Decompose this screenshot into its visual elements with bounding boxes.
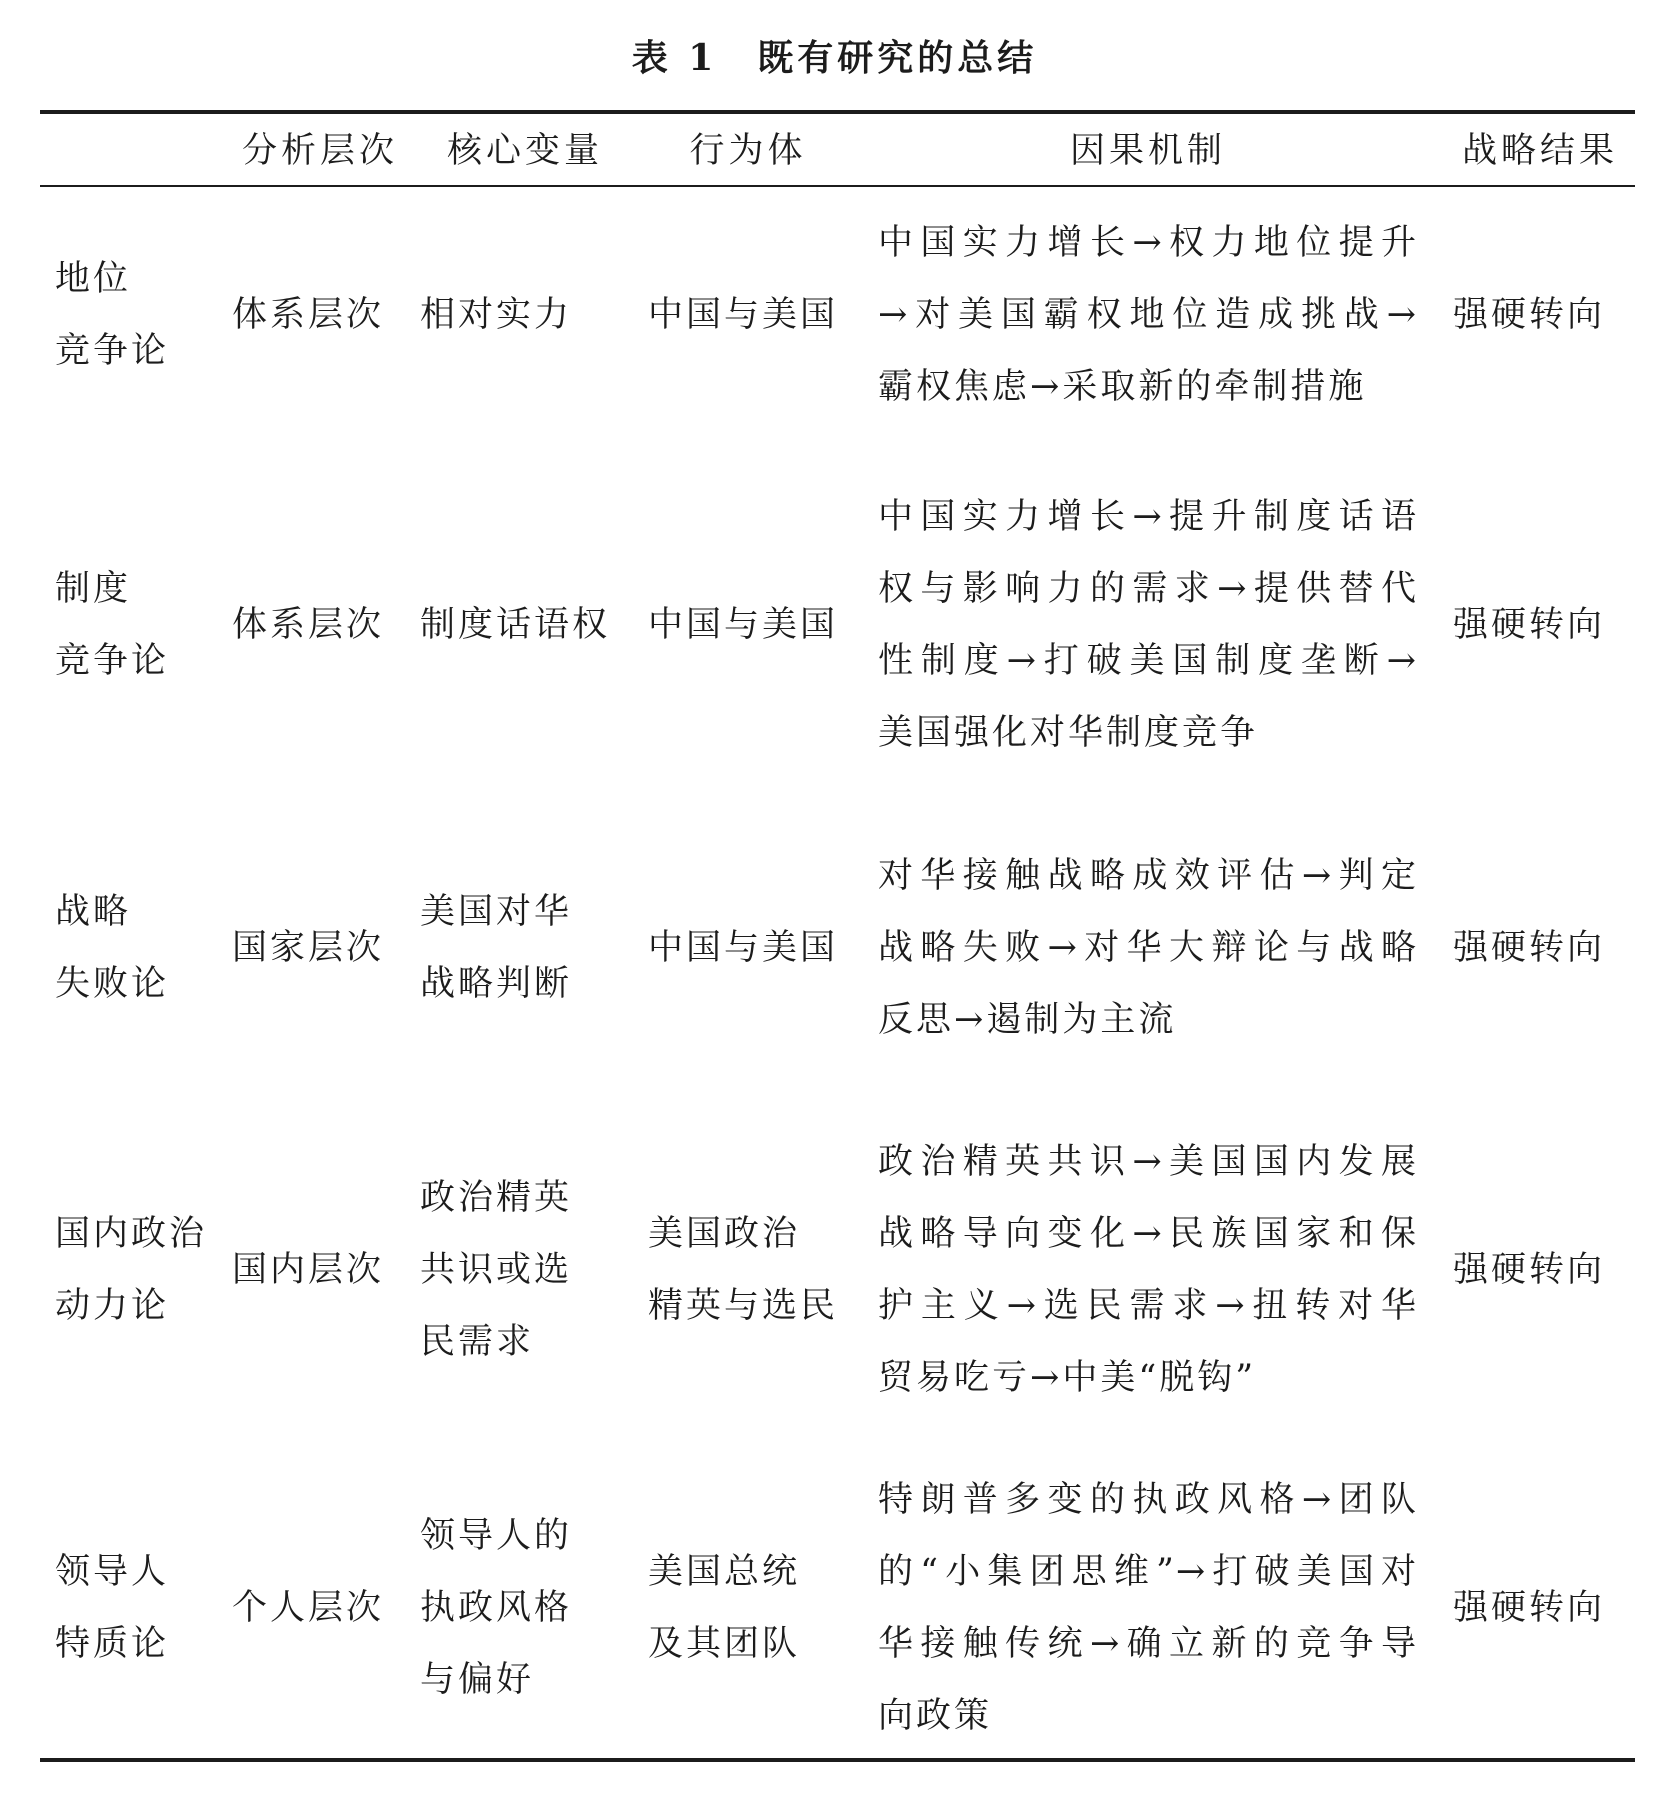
table-row <box>0 190 1669 440</box>
row-analysis-level <box>232 440 412 810</box>
cell-line: 国家层次 <box>232 927 385 968</box>
cell-line: →对美国霸权地位造成挑战→ <box>878 295 1418 335</box>
cell-line: 性制度→打破美国制度垄断→ <box>878 641 1418 681</box>
row-causal-mechanism <box>878 1455 1418 1760</box>
row-actor <box>648 190 848 440</box>
cell-line: 体系层次 <box>232 295 385 335</box>
cell-line: 个人层次 <box>232 1587 385 1628</box>
cell-line: 的“小集团思维”→打破美国对 <box>878 1551 1418 1592</box>
row-causal-mechanism <box>878 440 1418 810</box>
table-title <box>0 30 1669 81</box>
cell-line: 领导人 <box>55 1551 170 1592</box>
table-row <box>0 810 1669 1085</box>
row-strategic-outcome <box>1453 1085 1628 1455</box>
cell-line: 向政策 <box>878 1695 993 1736</box>
cell-line: 战略判断 <box>420 963 573 1004</box>
row-core-variable <box>420 810 630 1085</box>
cell-line: 精英与选民 <box>648 1286 839 1326</box>
row-strategic-outcome <box>1453 810 1628 1085</box>
row-theory-name <box>55 1085 225 1455</box>
cell-line: 动力论 <box>55 1286 170 1326</box>
row-causal-mechanism <box>878 810 1418 1085</box>
bottom-rule <box>40 1758 1635 1762</box>
cell-line: 对华接触战略成效评估→判定 <box>878 855 1418 896</box>
cell-line: 强硬转向 <box>1453 1587 1606 1628</box>
cell-line: 霸权焦虑→采取新的牵制措施 <box>878 367 1367 407</box>
table-row <box>0 1455 1669 1760</box>
cell-line: 地位 <box>55 259 132 299</box>
top-rule <box>40 110 1635 114</box>
row-actor <box>648 1085 848 1455</box>
cell-line: 战略 <box>55 891 132 932</box>
row-strategic-outcome <box>1453 190 1628 440</box>
cell-line: 美国政治 <box>648 1214 801 1254</box>
cell-line: 民需求 <box>420 1322 535 1362</box>
row-strategic-outcome <box>1453 440 1628 810</box>
cell-line: 战略导向变化→民族国家和保 <box>878 1214 1418 1254</box>
row-causal-mechanism <box>878 190 1418 440</box>
row-core-variable <box>420 190 630 440</box>
row-core-variable <box>420 440 630 810</box>
cell-line: 特质论 <box>55 1623 170 1664</box>
row-actor <box>648 1455 848 1760</box>
row-analysis-level <box>232 190 412 440</box>
cell-line: 反思→遏制为主流 <box>878 999 1177 1040</box>
row-strategic-outcome <box>1453 1455 1628 1760</box>
row-analysis-level <box>232 1085 412 1455</box>
header-core-variable: 核心变量 <box>446 131 603 171</box>
cell-line: 中国实力增长→权力地位提升 <box>878 223 1418 263</box>
cell-line: 政治精英共识→美国国内发展 <box>878 1142 1418 1182</box>
header-causal-mechanism: 因果机制 <box>1069 131 1226 171</box>
header-strategic-outcome: 战略结果 <box>1461 131 1618 171</box>
cell-line: 制度话语权 <box>420 605 611 645</box>
cell-line: 美国强化对华制度竞争 <box>878 713 1259 753</box>
cell-line: 及其团队 <box>648 1623 801 1664</box>
row-theory-name <box>55 440 225 810</box>
cell-line: 强硬转向 <box>1453 1250 1606 1290</box>
header-analysis-level: 分析层次 <box>241 131 398 171</box>
row-analysis-level <box>232 1455 412 1760</box>
cell-line: 权与影响力的需求→提供替代 <box>878 569 1418 609</box>
table-row <box>0 440 1669 810</box>
cell-line: 国内政治 <box>55 1214 208 1254</box>
row-analysis-level <box>232 810 412 1085</box>
cell-line: 领导人的 <box>420 1515 573 1556</box>
cell-line: 强硬转向 <box>1453 605 1606 645</box>
table-caption: 既有研究的总结 <box>757 37 1038 79</box>
row-theory-name <box>55 1455 225 1760</box>
header-actor: 行为体 <box>689 131 807 171</box>
row-causal-mechanism <box>878 1085 1418 1455</box>
cell-line: 中国实力增长→提升制度话语 <box>878 497 1418 537</box>
cell-line: 相对实力 <box>420 295 573 335</box>
cell-line: 制度 <box>55 569 132 609</box>
row-theory-name <box>55 810 225 1085</box>
cell-line: 失败论 <box>55 963 170 1004</box>
cell-line: 国内层次 <box>232 1250 385 1290</box>
cell-line: 政治精英 <box>420 1178 573 1218</box>
cell-line: 体系层次 <box>232 605 385 645</box>
cell-line: 竞争论 <box>55 331 170 371</box>
row-theory-name <box>55 190 225 440</box>
cell-line: 竞争论 <box>55 641 170 681</box>
cell-line: 美国总统 <box>648 1551 801 1592</box>
row-actor <box>648 810 848 1085</box>
cell-line: 强硬转向 <box>1453 927 1606 968</box>
table-number: 表 1 <box>631 37 718 79</box>
cell-line: 中国与美国 <box>648 295 839 335</box>
cell-line: 护主义→选民需求→扭转对华 <box>878 1286 1418 1326</box>
header-empty <box>55 120 225 182</box>
cell-line: 中国与美国 <box>648 605 839 645</box>
cell-line: 战略失败→对华大辩论与战略 <box>878 927 1418 968</box>
row-core-variable <box>420 1085 630 1455</box>
row-core-variable <box>420 1455 630 1760</box>
cell-line: 华接触传统→确立新的竞争导 <box>878 1623 1418 1664</box>
cell-line: 特朗普多变的执政风格→团队 <box>878 1479 1418 1520</box>
row-actor <box>648 440 848 810</box>
cell-line: 执政风格 <box>420 1587 573 1628</box>
cell-line: 与偏好 <box>420 1659 535 1700</box>
cell-line: 共识或选 <box>420 1250 573 1290</box>
cell-line: 中国与美国 <box>648 927 839 968</box>
table-row <box>0 1085 1669 1455</box>
cell-line: 强硬转向 <box>1453 295 1606 335</box>
cell-line: 美国对华 <box>420 891 573 932</box>
cell-line: 贸易吃亏→中美“脱钩” <box>878 1358 1257 1398</box>
header-rule <box>40 185 1635 187</box>
